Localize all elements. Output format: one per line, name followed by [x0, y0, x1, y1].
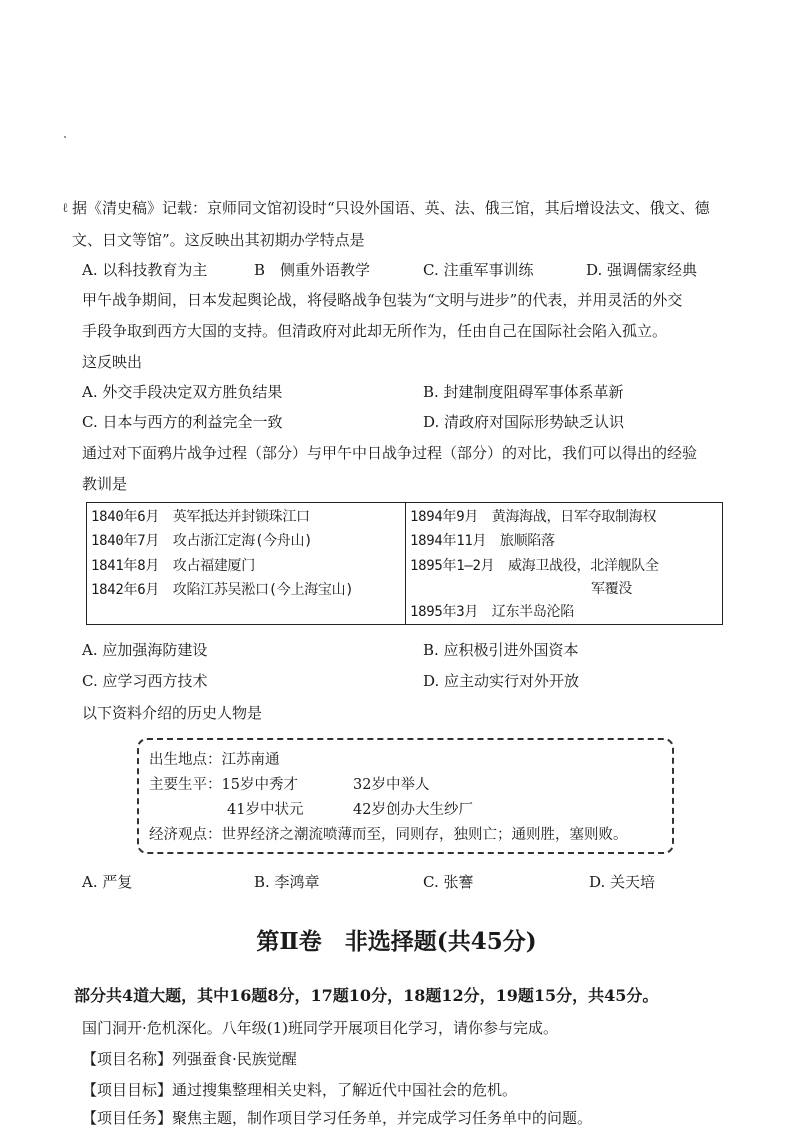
- life-text: 32岁中举人: [353, 777, 430, 793]
- q3-stem-line1: 通过对下面鸦片战争过程（部分）与甲午中日战争过程（部分）的对比，我们可以得出的经验: [82, 444, 698, 462]
- sino-japanese-war-column: [406, 503, 722, 624]
- q1-option-a[interactable]: A. 以科技教育为主: [82, 261, 208, 279]
- q2-option-c[interactable]: C. 日本与西方的利益完全一致: [82, 413, 283, 431]
- q2-stem-line3: 这反映出: [82, 353, 143, 371]
- q1-option-d[interactable]: D. 强调儒家经典: [586, 261, 698, 279]
- q3-stem-line2: 教训是: [82, 475, 128, 493]
- table-row: 1895年3月 辽东半岛沦陷: [410, 604, 574, 620]
- table-row: 1895年1—2月 威海卫战役，北洋舰队全: [410, 558, 659, 574]
- table-row: 1894年11月 旅顺陷落: [410, 533, 555, 549]
- biography-box: [137, 738, 674, 854]
- life-text: 主要生平：15岁中秀才: [149, 777, 298, 793]
- q16-project-goal: 【项目目标】通过搜集整理相关史料，了解近代中国社会的危机。: [82, 1081, 518, 1099]
- life-text: 42岁创办大生纱厂: [353, 802, 473, 818]
- q2-option-a[interactable]: A. 外交手段决定双方胜负结果: [82, 383, 283, 401]
- comparison-table: [86, 502, 723, 625]
- q3-option-a[interactable]: A. 应加强海防建设: [82, 641, 208, 659]
- table-row: 1894年9月 黄海海战，日军夺取制海权: [410, 509, 657, 525]
- q1-option-c[interactable]: C. 注重军事训练: [423, 261, 534, 279]
- q4-option-d[interactable]: D. 关天培: [589, 873, 656, 891]
- q2-stem-line2: 手段争取到西方大国的支持。但清政府对此却无所作为，任由自己在国际社会陷入孤立。: [82, 322, 668, 340]
- table-row: 1842年6月 攻陷江苏吴淞口(今上海宝山): [91, 582, 354, 598]
- q2-stem-line1: 甲午战争期间，日本发起舆论战，将侵略战争包装为“文明与进步”的代表，并用灵活的外交: [82, 291, 683, 309]
- section-title: 第Ⅱ卷 非选择题(共45分): [256, 928, 537, 955]
- q16-project-name: 【项目名称】列强蚕食·民族觉醒: [82, 1050, 297, 1068]
- scan-speck: [64, 136, 66, 138]
- q2-option-b[interactable]: B. 封建制度阻碍军事体系革新: [423, 383, 624, 401]
- q2-option-d[interactable]: D. 清政府对国际形势缺乏认识: [423, 413, 625, 431]
- q1-stem-line1: 据《清史稿》记载：京师同文馆初设时“只设外国语、英、法、俄三馆，其后增设法文、俄文、德: [72, 199, 710, 217]
- table-row: 军覆没: [591, 581, 633, 597]
- table-row: 1841年8月 攻占福建厦门: [91, 558, 255, 574]
- q16-project-task: 【项目任务】聚焦主题，制作项目学习任务单，并完成学习任务单中的问题。: [82, 1109, 593, 1127]
- q3-option-d[interactable]: D. 应主动实行对外开放: [423, 672, 580, 690]
- life-text: 41岁中状元: [227, 802, 304, 818]
- table-row: 1840年7月 攻占浙江定海(今舟山): [91, 533, 313, 549]
- q1-option-b[interactable]: B 侧重外语教学: [254, 261, 371, 279]
- q16-line1: 国门洞开·危机深化。八年级(1)班同学开展项目化学习，请你参与完成。: [82, 1019, 559, 1037]
- section-intro: 部分共4道大题，其中16题8分，17题10分，18题12分，19题15分，共45分。: [74, 986, 659, 1005]
- table-row: 1840年6月 英军抵达并封锁珠江口: [91, 509, 310, 525]
- economic-view-text: 经济观点：世界经济之潮流喷薄而至，同则存，独则亡；通则胜，塞则败。: [149, 827, 628, 843]
- q4-stem: 以下资料介绍的历史人物是: [82, 704, 263, 722]
- birthplace-text: 出生地点：江苏南通: [149, 752, 280, 768]
- q4-option-c[interactable]: C. 张謇: [423, 873, 474, 891]
- q3-option-b[interactable]: B. 应积极引进外国资本: [423, 641, 579, 659]
- opium-war-column: [87, 503, 406, 624]
- pen-mark: ℓ: [62, 201, 69, 216]
- q4-option-b[interactable]: B. 李鸿章: [254, 873, 320, 891]
- q1-stem-line2: 文、日文等馆”。这反映出其初期办学特点是: [72, 231, 365, 249]
- q3-option-c[interactable]: C. 应学习西方技术: [82, 672, 208, 690]
- q4-option-a[interactable]: A. 严复: [82, 873, 133, 891]
